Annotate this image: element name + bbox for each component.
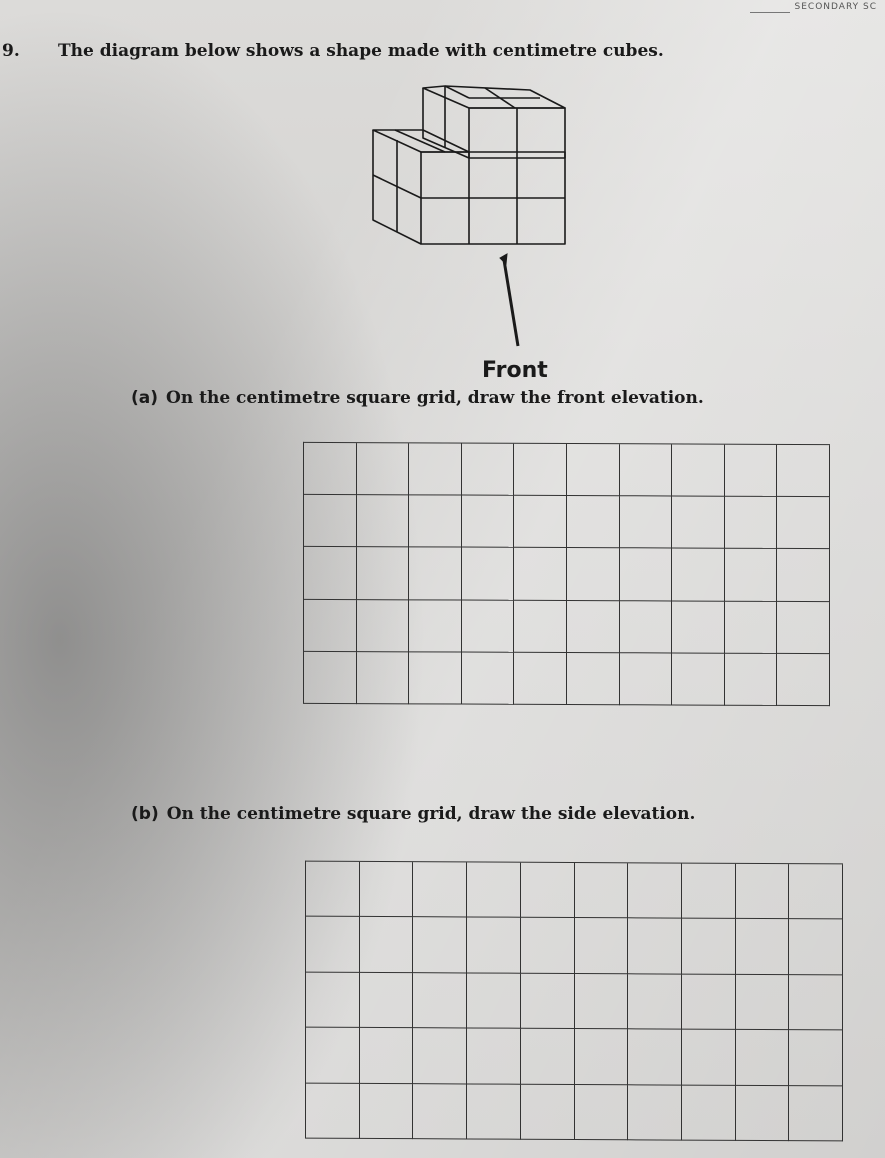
grid-cell[interactable] xyxy=(413,973,467,1029)
part-b-text: On the centimetre square grid, draw the side elevation. xyxy=(166,804,696,824)
grid-cell[interactable] xyxy=(736,1085,790,1141)
grid-cell[interactable] xyxy=(567,496,620,548)
grid-cell[interactable] xyxy=(413,918,467,974)
grid-cell[interactable] xyxy=(628,919,682,975)
grid-cell[interactable] xyxy=(357,443,410,495)
grid-cell[interactable] xyxy=(306,1083,360,1139)
grid-cell[interactable] xyxy=(575,1085,629,1141)
grid-cell[interactable] xyxy=(304,599,357,651)
grid-cell[interactable] xyxy=(467,862,521,918)
grid-cell[interactable] xyxy=(672,601,725,653)
grid-cell[interactable] xyxy=(306,1028,360,1084)
grid-cell[interactable] xyxy=(736,1030,790,1086)
grid-cell[interactable] xyxy=(514,496,567,548)
grid-cell[interactable] xyxy=(789,1030,843,1086)
grid-cell[interactable] xyxy=(777,549,830,601)
grid-cell[interactable] xyxy=(306,972,360,1028)
grid-cell[interactable] xyxy=(409,443,462,495)
part-b-instruction xyxy=(131,804,695,824)
front-label: Front xyxy=(482,358,548,383)
grid-cell[interactable] xyxy=(409,652,462,704)
grid-cell[interactable] xyxy=(521,974,575,1030)
grid-cell[interactable] xyxy=(620,496,673,548)
grid-cell[interactable] xyxy=(725,601,778,653)
grid-cell[interactable] xyxy=(521,918,575,974)
grid-cell[interactable] xyxy=(304,652,357,704)
grid-cell[interactable] xyxy=(514,653,567,705)
grid-cell[interactable] xyxy=(777,497,830,549)
grid-cell[interactable] xyxy=(514,444,567,496)
grid-cell[interactable] xyxy=(725,549,778,601)
grid-cell[interactable] xyxy=(575,918,629,974)
grid-cell[interactable] xyxy=(789,1086,843,1142)
grid-cell[interactable] xyxy=(462,444,515,496)
grid-cell[interactable] xyxy=(789,864,843,920)
grid-cell[interactable] xyxy=(462,600,515,652)
grid-cell[interactable] xyxy=(682,974,736,1030)
grid-cell[interactable] xyxy=(567,601,620,653)
grid-cell[interactable] xyxy=(620,549,673,601)
header-mark: SECONDARY SC xyxy=(794,2,877,12)
grid-cell[interactable] xyxy=(306,862,360,918)
grid-cell[interactable] xyxy=(357,652,410,704)
grid-cell[interactable] xyxy=(462,652,515,704)
grid-cell[interactable] xyxy=(628,1085,682,1141)
grid-cell[interactable] xyxy=(304,495,357,547)
header-rule xyxy=(750,12,790,13)
grid-cell[interactable] xyxy=(567,444,620,496)
side-elevation-grid[interactable] xyxy=(305,861,843,1142)
grid-cell[interactable] xyxy=(360,917,414,973)
grid-cell[interactable] xyxy=(567,653,620,705)
grid-cell[interactable] xyxy=(575,863,629,919)
grid-cell[interactable] xyxy=(628,974,682,1030)
grid-cell[interactable] xyxy=(462,548,515,600)
grid-cell[interactable] xyxy=(620,601,673,653)
grid-cell[interactable] xyxy=(725,497,778,549)
grid-cell[interactable] xyxy=(521,863,575,919)
grid-cell[interactable] xyxy=(725,445,778,497)
grid-cell[interactable] xyxy=(304,443,357,495)
grid-cell[interactable] xyxy=(409,548,462,600)
grid-cell[interactable] xyxy=(360,973,414,1029)
grid-cell[interactable] xyxy=(521,1029,575,1085)
part-b-label: (b) xyxy=(131,804,159,824)
grid-cell[interactable] xyxy=(575,974,629,1030)
grid-cell[interactable] xyxy=(682,1030,736,1086)
part-a-text: On the centimetre square grid, draw the front elevation. xyxy=(166,388,704,408)
grid-cell[interactable] xyxy=(736,864,790,920)
grid-cell[interactable] xyxy=(682,864,736,920)
grid-cell[interactable] xyxy=(413,1028,467,1084)
grid-cell[interactable] xyxy=(357,547,410,599)
grid-cell[interactable] xyxy=(409,496,462,548)
grid-cell[interactable] xyxy=(777,445,830,497)
grid-cell[interactable] xyxy=(567,548,620,600)
grid-cell[interactable] xyxy=(789,920,843,976)
grid-cell[interactable] xyxy=(777,654,830,706)
part-a-label: (a) xyxy=(131,388,159,408)
grid-cell[interactable] xyxy=(575,1029,629,1085)
front-elevation-grid[interactable] xyxy=(303,442,830,706)
grid-cell[interactable] xyxy=(357,600,410,652)
part-a-instruction xyxy=(131,388,704,408)
grid-cell[interactable] xyxy=(514,548,567,600)
grid-cell[interactable] xyxy=(620,653,673,705)
grid-cell[interactable] xyxy=(467,1084,521,1140)
grid-cell[interactable] xyxy=(413,1084,467,1140)
grid-cell[interactable] xyxy=(777,602,830,654)
grid-cell[interactable] xyxy=(413,862,467,918)
grid-cell[interactable] xyxy=(672,653,725,705)
grid-cell[interactable] xyxy=(462,496,515,548)
grid-cell[interactable] xyxy=(467,918,521,974)
grid-cell[interactable] xyxy=(725,653,778,705)
cube-shape-diagram xyxy=(365,80,570,250)
grid-cell[interactable] xyxy=(628,863,682,919)
grid-cell[interactable] xyxy=(672,549,725,601)
grid-cell[interactable] xyxy=(360,862,414,918)
grid-cell[interactable] xyxy=(736,919,790,975)
grid-cell[interactable] xyxy=(620,444,673,496)
grid-cell[interactable] xyxy=(682,919,736,975)
grid-cell[interactable] xyxy=(467,973,521,1029)
front-arrow-icon xyxy=(490,252,530,352)
grid-cell[interactable] xyxy=(304,547,357,599)
grid-cell[interactable] xyxy=(360,1083,414,1139)
grid-cell[interactable] xyxy=(357,495,410,547)
grid-cell[interactable] xyxy=(682,1085,736,1141)
question-number: 9. xyxy=(2,41,20,61)
grid-cell[interactable] xyxy=(736,975,790,1031)
grid-cell[interactable] xyxy=(521,1084,575,1140)
grid-cell[interactable] xyxy=(467,1029,521,1085)
grid-cell[interactable] xyxy=(360,1028,414,1084)
grid-cell[interactable] xyxy=(628,1029,682,1085)
grid-cell[interactable] xyxy=(306,917,360,973)
grid-cell[interactable] xyxy=(789,975,843,1031)
grid-cell[interactable] xyxy=(672,497,725,549)
grid-cell[interactable] xyxy=(672,444,725,496)
grid-cell[interactable] xyxy=(514,600,567,652)
question-text: The diagram below shows a shape made with centimetre cubes. xyxy=(58,41,664,61)
grid-cell[interactable] xyxy=(409,600,462,652)
